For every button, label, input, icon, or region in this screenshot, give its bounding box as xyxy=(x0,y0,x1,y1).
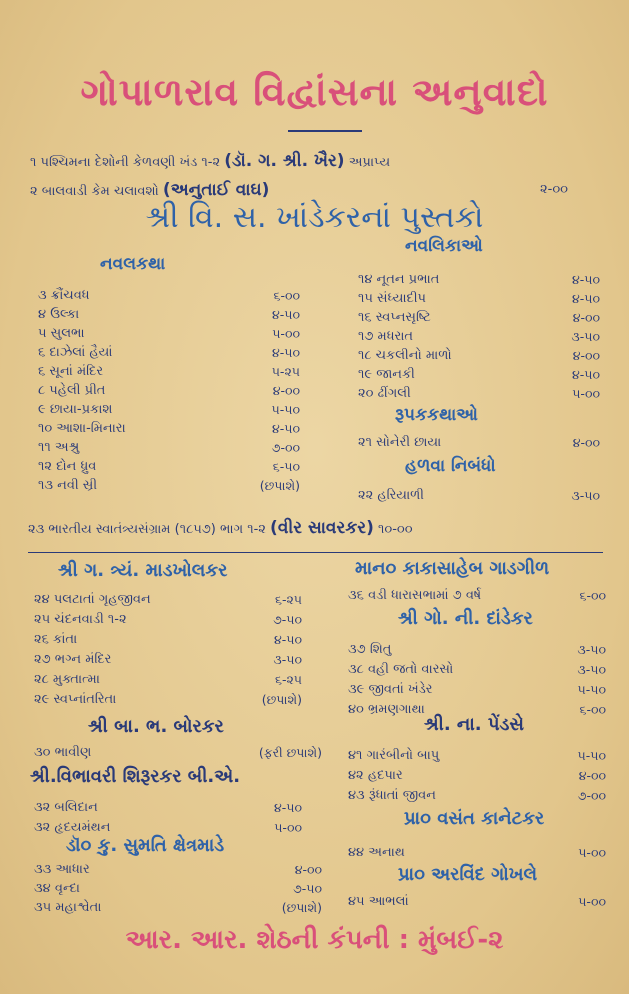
right-list xyxy=(358,272,600,405)
author-list xyxy=(34,862,322,919)
list-item: ૨૭ ભગ્ન મંદિર ૩-૫૦ xyxy=(34,652,302,667)
author-list xyxy=(34,592,302,712)
section-heading: શ્રી વિ. સ. ખાંડેકરનાં પુસ્તકો xyxy=(145,200,484,235)
author-list xyxy=(348,748,606,808)
list-item: ૨૦ ઢીંગલી ૫-૦૦ xyxy=(358,386,600,401)
author-heading: શ્રી ગ. ત્ર્યં. માડખોલકર xyxy=(58,560,228,581)
author-heading: ડૉ૦ કુ. સુમતિ ક્ષેત્રમાડે xyxy=(66,835,225,856)
author-list xyxy=(348,894,606,910)
list-item: ૩ ક્રૌંચવધ ૬-૦૦ xyxy=(38,288,300,303)
list-item: ૨૯ સ્વપ્નાંતરિતા (છપાશે) xyxy=(34,692,302,707)
item-price: ૧૦-૦૦ xyxy=(378,522,413,537)
list-item: ૧૧ અશ્રુ ૭-૦૦ xyxy=(38,440,300,455)
list-item: ૩૩ આધાર ૪-૦૦ xyxy=(34,862,322,877)
right-heading-3: હળવા નિબંધો xyxy=(405,456,496,476)
page-title: ગોપાળરાવ વિદ્વાંસના અનુવાદો xyxy=(80,70,549,114)
top-line-1 xyxy=(30,151,390,171)
publisher-footer: આર. આર. શેઠની કંપની : મુંબઈ-૨ xyxy=(125,925,504,955)
right-list-2 xyxy=(358,435,600,451)
list-item: ૫ સુલભા ૫-૦૦ xyxy=(38,326,300,341)
list-item: ૪ ઉલ્કા ૪-૫૦ xyxy=(38,307,300,322)
list-item: ૩૪ વૃન્દા ૭-૫૦ xyxy=(34,881,322,896)
list-item: ૩૯ જીવતાં ખંડેર ૫-૫૦ xyxy=(348,682,606,697)
author-list xyxy=(34,745,322,761)
list-item: ૧૬ સ્વપ્નસૃષ્ટિ ૪-૦૦ xyxy=(358,310,600,325)
list-item: ૯ છાયા-પ્રકાશ ૫-૫૦ xyxy=(38,402,300,417)
item-title: પશ્ચિમના દેશોની કેળવણી ખંડ ૧-૨ xyxy=(40,155,221,170)
right-heading: નવલિકાઓ xyxy=(405,236,483,256)
item-author: (વીર સાવરકર) xyxy=(270,518,374,538)
author-heading: માન૦ કાકાસાહેબ ગાડગીળ xyxy=(355,558,550,579)
author-list xyxy=(348,845,606,861)
title-rule xyxy=(288,130,362,132)
list-item: ૨૬ કાંતા ૪-૫૦ xyxy=(34,632,302,647)
author-heading: શ્રી ગો. ની. દાંડેકર xyxy=(398,608,533,629)
right-heading-2: રૂપકકથાઓ xyxy=(395,405,478,425)
list-item: ૪૧ ગારંબીનો બાપુ ૫-૫૦ xyxy=(348,748,606,763)
author-list xyxy=(348,588,606,604)
right-list-3 xyxy=(358,488,600,504)
list-item: ૪૫ આભલાં ૫-૦૦ xyxy=(348,894,606,909)
author-list xyxy=(348,642,606,722)
list-item: ૩૮ વહી જતો વારસો ૩-૫૦ xyxy=(348,662,606,677)
list-item: ૧૫ સંધ્યાદીપ ૪-૫૦ xyxy=(358,291,600,306)
list-item: ૧૩ નવી સ્રી (છપાશે) xyxy=(38,478,300,493)
list-item: ૧૦ આશા-મિનારા ૪-૫૦ xyxy=(38,421,300,436)
list-item: ૨૧ સોનેરી છાયા ૪-૦૦ xyxy=(358,435,600,450)
list-item: ૪૩ રૂંધાતાં જીવન ૭-૦૦ xyxy=(348,788,606,803)
list-item: ૩૨ હૃદયમંથન ૫-૦૦ xyxy=(34,820,302,835)
top-line-2 xyxy=(30,180,269,200)
list-item: ૪૨ હદપાર ૪-૦૦ xyxy=(348,768,606,783)
list-item: ૩૭ શિતુ ૩-૫૦ xyxy=(348,642,606,657)
list-item: ૩૫ મહાશ્વેતા (છપાશે) xyxy=(34,900,322,915)
list-item: ૨૮ મુક્તાત્મા ૬-૨૫ xyxy=(34,672,302,687)
item-number: ૨ xyxy=(30,184,38,199)
list-item: ૪૦ ભ્રમણગાથા ૬-૦૦ xyxy=(348,702,606,717)
list-item: ૧૨ દોન ધ્રુવ ૬-૫૦ xyxy=(38,459,300,474)
item-title: બાલવાડી કેમ ચલાવશો xyxy=(41,184,159,199)
list-item: ૮ પહેલી પ્રીત ૪-૦૦ xyxy=(38,383,300,398)
list-item: ૧૯ જાનકી ૪-૫૦ xyxy=(358,367,600,382)
author-list xyxy=(34,800,302,840)
author-heading: શ્રી.વિભાવરી શિરૂરકર બી.એ. xyxy=(30,766,241,787)
author-heading: શ્રી. ના. પેંડસે xyxy=(424,714,524,735)
item-number: ૧ xyxy=(30,155,37,170)
left-heading: નવલકથા xyxy=(100,254,166,274)
left-list xyxy=(38,288,300,497)
author-heading: પ્રા૦ વસંત કાનેટકર xyxy=(404,808,545,829)
item-author: (ડૉ. ગ. શ્રી. ખૈર) xyxy=(224,151,345,171)
list-item: ૧૮ ચકલીનો માળો ૪-૦૦ xyxy=(358,348,600,363)
author-heading: શ્રી બા. ભ. બોરકર xyxy=(88,716,224,737)
author-heading: પ્રા૦ અરવિંદ ગોખલે xyxy=(398,864,538,885)
list-item: ૩૦ ભાવીણ (ફરી છપાશે) xyxy=(34,745,322,760)
list-item: ૩૬ વડી ધારાસભામાં ૭ વર્ષ ૬-૦૦ xyxy=(348,588,606,603)
list-item: ૩૨ બલિદાન ૪-૫૦ xyxy=(34,800,302,815)
wide-line xyxy=(28,518,413,538)
list-item: ૬ સૂનાં મંદિર ૫-૨૫ xyxy=(38,364,300,379)
item-author: (અનુતાઈ વાઘ) xyxy=(162,180,270,200)
list-item: ૨૨ હરિયાળી ૩-૫૦ xyxy=(358,488,600,503)
list-item: ૧૪ નૂતન પ્રભાત ૪-૫૦ xyxy=(358,272,600,287)
divider xyxy=(28,552,603,553)
list-item: ૨૪ પલટાતાં ગૃહજીવન ૬-૨૫ xyxy=(34,592,302,607)
list-item: ૬ દાઝેલાં હૈયાં ૪-૫૦ xyxy=(38,345,300,360)
list-item: ૧૭ મધરાત ૩-૫૦ xyxy=(358,329,600,344)
item-title: ૨૩ ભારતીય સ્વાતંત્ર્યસંગ્રામ (૧૮૫૭) ભાગ ૧-૨ xyxy=(28,522,266,537)
list-item: ૪૪ અનાથ ૫-૦૦ xyxy=(348,845,606,860)
item-status: અપ્રાપ્ય xyxy=(348,155,391,170)
item-price: ૨-૦૦ xyxy=(540,182,568,197)
list-item: ૨૫ ચંદનવાડી ૧-૨ ૭-૫૦ xyxy=(34,612,302,627)
